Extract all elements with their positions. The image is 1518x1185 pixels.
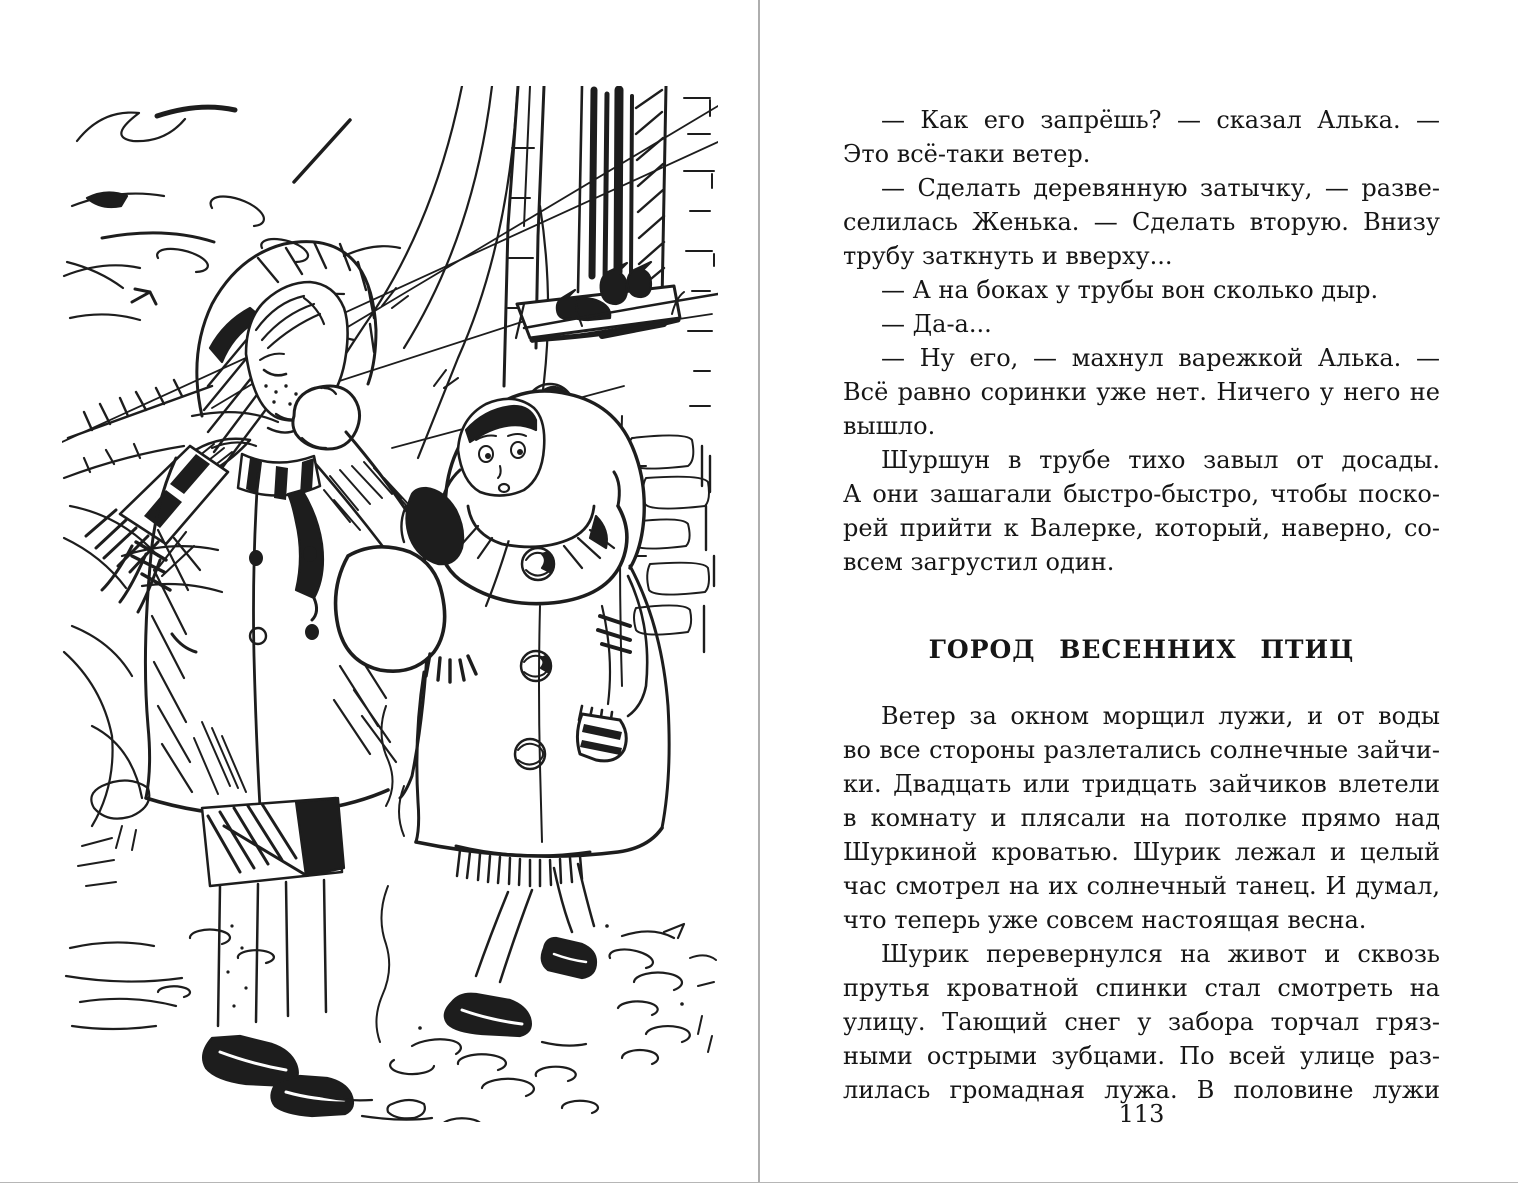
text-line: Шуршун в трубе тихо завыл от досады. <box>881 446 1440 474</box>
text-line: всем загрустил один. <box>843 548 1115 576</box>
text-line: Шуркиной кроватью. Шурик лежал и целый <box>843 838 1440 866</box>
text-line: А они зашагали быстро-быстро, чтобы поско- <box>843 480 1440 508</box>
text-line: ки. Двадцать или тридцать зайчиков влетели <box>843 770 1440 798</box>
text-line: трубу заткнуть и вверху... <box>843 242 1173 270</box>
text-line: рей прийти к Валерке, который, наверно, со- <box>843 514 1440 542</box>
street-illustration <box>62 86 718 1122</box>
text-line: Ветер за окном морщил лужи, и от воды <box>881 702 1440 730</box>
left-child <box>86 242 428 1116</box>
paragraphs-after-heading <box>843 699 1440 1107</box>
paragraphs-before-heading <box>843 103 1440 579</box>
bird-icon <box>557 290 577 319</box>
text-line: Шурик перевернулся на живот и сквозь <box>881 940 1440 968</box>
page-divider <box>758 0 760 1183</box>
text-line: ными острыми зубцами. По всей улице раз- <box>843 1042 1440 1070</box>
text-line: — Как его запрёшь? — сказал Алька. — <box>881 106 1440 134</box>
text-line: — А на боках у трубы вон сколько дыр. <box>881 276 1379 304</box>
ground <box>64 626 716 1122</box>
text-line: Это всё-таки ветер. <box>843 140 1091 168</box>
page-bottom-edge <box>0 1182 1518 1183</box>
text-line: селилась Женька. — Сделать вторую. Внизу <box>843 208 1440 236</box>
text-line: в комнату и плясали на потолке прямо над <box>843 804 1440 832</box>
text-line: Всё равно соринки уже нет. Ничего у него не <box>843 378 1440 406</box>
text-column <box>843 103 1440 1107</box>
text-line: во все стороны разлетались солнечные зайчи- <box>843 736 1440 764</box>
text-line: час смотрел на их солнечный танец. И думал, <box>843 872 1440 900</box>
text-line: — Ну его, — махнул варежкой Алька. — <box>881 344 1440 372</box>
text-line: вышло. <box>843 412 936 440</box>
book-page-left <box>0 0 758 1183</box>
chapter-heading: ГОРОД ВЕСЕННИХ ПТИЦ <box>928 635 1355 664</box>
text-line: лилась громадная лужа. В половине лужи <box>843 1076 1440 1104</box>
text-line: прутья кроватной спинки стал смотреть на <box>843 974 1440 1002</box>
text-line: что теперь уже совсем настоящая весна. <box>843 906 1367 934</box>
page-number: 113 <box>1118 1100 1165 1128</box>
text-line: улицу. Тающий снег у забора торчал гряз- <box>843 1008 1440 1036</box>
text-line: — Да-а... <box>881 310 992 338</box>
text-line: — Сделать деревянную затычку, — разве- <box>881 174 1440 202</box>
